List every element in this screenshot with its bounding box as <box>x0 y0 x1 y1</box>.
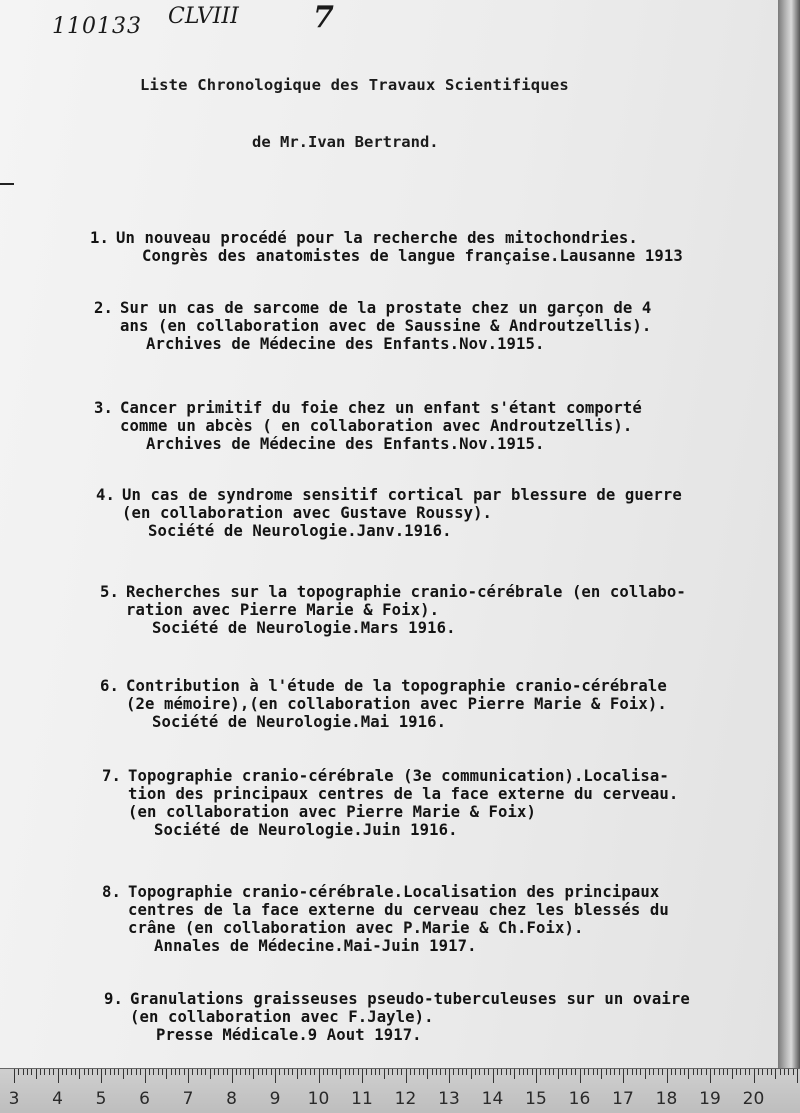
document-title: Liste Chronologique des Travaux Scientifiques <box>140 76 569 94</box>
ruler-tick <box>419 1069 420 1075</box>
publication-entry <box>100 677 667 731</box>
entry-line <box>94 399 642 417</box>
ruler-tick <box>210 1069 211 1079</box>
ruler-tick <box>736 1069 737 1075</box>
entry-line: (en collaboration avec Pierre Marie & Foix) <box>128 803 536 821</box>
ruler-tick <box>301 1069 302 1075</box>
ruler-tick <box>767 1069 768 1075</box>
ruler-tick <box>205 1069 206 1075</box>
ruler-tick <box>619 1069 620 1075</box>
ruler-tick <box>597 1069 598 1075</box>
ruler-tick <box>580 1069 581 1083</box>
ruler-tick <box>249 1069 250 1075</box>
ruler-tick <box>484 1069 485 1075</box>
ruler-tick <box>149 1069 150 1075</box>
ruler-tick <box>110 1069 111 1075</box>
entry-line <box>100 583 686 601</box>
entry-line: comme un abcès ( en collaboration avec Androutzellis). <box>120 417 633 435</box>
ruler-tick <box>105 1069 106 1075</box>
ruler-tick <box>636 1069 637 1075</box>
ruler-tick <box>271 1069 272 1075</box>
ruler-tick <box>362 1069 363 1083</box>
ruler-tick <box>49 1069 50 1075</box>
ruler-tick <box>710 1069 711 1083</box>
ruler-label: 5 <box>95 1089 107 1109</box>
publication-entry <box>100 583 686 637</box>
ruler-tick <box>788 1069 789 1075</box>
entry-line: ration avec Pierre Marie & Foix). <box>126 601 440 619</box>
ruler-tick <box>545 1069 546 1075</box>
ruler-tick <box>436 1069 437 1075</box>
ruler-tick <box>366 1069 367 1075</box>
ruler-tick <box>658 1069 659 1075</box>
ruler-tick <box>540 1069 541 1075</box>
ruler-label: 14 <box>481 1089 504 1109</box>
ruler-tick <box>680 1069 681 1075</box>
ruler-tick <box>632 1069 633 1075</box>
ruler-tick <box>292 1069 293 1075</box>
ruler-tick <box>558 1069 559 1079</box>
entry-line: (en collaboration avec F.Jayle). <box>130 1008 434 1026</box>
ruler-label: 9 <box>269 1089 281 1109</box>
ruler-tick <box>40 1069 41 1075</box>
entry-text: Recherches sur la topographie cranio-cérébrale (en collabo- <box>126 583 686 601</box>
entry-line <box>100 677 667 695</box>
ruler-tick <box>740 1069 741 1075</box>
ruler-tick <box>66 1069 67 1075</box>
ruler-tick <box>253 1069 254 1079</box>
handwritten-page-mark: 7 <box>313 0 334 35</box>
entry-line: Société de Neurologie.Mai 1916. <box>152 713 447 731</box>
ruler-tick <box>162 1069 163 1075</box>
ruler-tick <box>780 1069 781 1075</box>
ruler-tick <box>627 1069 628 1075</box>
entry-line: Société de Neurologie.Janv.1916. <box>148 522 452 540</box>
entry-number: 9. <box>104 990 123 1008</box>
ruler-tick <box>727 1069 728 1075</box>
measuring-ruler <box>0 1068 800 1113</box>
ruler-label: 20 <box>742 1089 765 1109</box>
ruler-tick <box>232 1069 233 1083</box>
ruler-label: 13 <box>438 1089 460 1109</box>
publication-entry <box>102 767 678 839</box>
entry-line: tion des principaux centres de la face externe du cerveau. <box>128 785 679 803</box>
ruler-tick <box>606 1069 607 1075</box>
ruler-tick <box>179 1069 180 1075</box>
ruler-label: 3 <box>8 1089 20 1109</box>
ruler-tick <box>101 1069 102 1083</box>
ruler-tick <box>140 1069 141 1075</box>
ruler-tick <box>314 1069 315 1075</box>
ruler-tick <box>58 1069 59 1083</box>
ruler-tick <box>510 1069 511 1075</box>
ruler-tick <box>62 1069 63 1075</box>
ruler-tick <box>218 1069 219 1075</box>
ruler-tick <box>175 1069 176 1075</box>
entry-line: centres de la face externe du cerveau chez les blessés du <box>128 901 669 919</box>
entry-line: (2e mémoire),(en collaboration avec Pierre Marie & Foix). <box>126 695 667 713</box>
ruler-tick <box>349 1069 350 1075</box>
ruler-tick <box>397 1069 398 1075</box>
entry-line: Archives de Médecine des Enfants.Nov.1915. <box>146 335 545 353</box>
publication-entry <box>94 399 642 453</box>
entry-text: Un nouveau procédé pour la recherche des mitochondries. <box>116 229 638 247</box>
ruler-tick <box>758 1069 759 1075</box>
ruler-tick <box>414 1069 415 1075</box>
ruler-tick <box>319 1069 320 1083</box>
ruler-tick <box>584 1069 585 1075</box>
ruler-tick <box>723 1069 724 1075</box>
ruler-tick <box>479 1069 480 1075</box>
ruler-label: 16 <box>568 1089 591 1109</box>
ruler-label: 7 <box>182 1089 194 1109</box>
ruler-label: 4 <box>52 1089 63 1109</box>
ruler-tick <box>323 1069 324 1075</box>
entry-line: Presse Médicale.9 Aout 1917. <box>156 1026 422 1044</box>
ruler-tick <box>458 1069 459 1075</box>
ruler-tick <box>358 1069 359 1075</box>
ruler-tick <box>384 1069 385 1079</box>
ruler-tick <box>118 1069 119 1075</box>
ruler-tick <box>523 1069 524 1075</box>
ruler-tick <box>379 1069 380 1075</box>
ruler-tick <box>279 1069 280 1075</box>
ruler-tick <box>92 1069 93 1075</box>
entry-line: Société de Neurologie.Mars 1916. <box>152 619 456 637</box>
ruler-label: 18 <box>655 1089 678 1109</box>
ruler-tick <box>488 1069 489 1075</box>
ruler-tick <box>514 1069 515 1079</box>
entry-number: 1. <box>90 229 109 247</box>
ruler-tick <box>749 1069 750 1075</box>
ruler-tick <box>114 1069 115 1075</box>
entry-line <box>94 299 651 317</box>
ruler-tick <box>449 1069 450 1083</box>
ruler-label: 11 <box>351 1089 373 1109</box>
ruler-label: 12 <box>394 1089 417 1109</box>
ruler-tick <box>27 1069 28 1075</box>
entry-line: Annales de Médecine.Mai-Juin 1917. <box>154 937 477 955</box>
ruler-tick <box>336 1069 337 1075</box>
ruler-tick <box>640 1069 641 1075</box>
ruler-tick <box>288 1069 289 1075</box>
ruler-tick <box>158 1069 159 1075</box>
ruler-tick <box>171 1069 172 1075</box>
entry-number: 5. <box>100 583 119 601</box>
entry-text: Topographie cranio-cérébrale.Localisation des principaux <box>128 883 660 901</box>
ruler-tick <box>340 1069 341 1079</box>
ruler-tick <box>706 1069 707 1075</box>
ruler-tick <box>588 1069 589 1075</box>
entry-line <box>102 883 669 901</box>
ruler-tick <box>236 1069 237 1075</box>
entry-number: 6. <box>100 677 119 695</box>
ruler-tick <box>392 1069 393 1075</box>
publication-entry <box>102 883 669 955</box>
ruler-label: 17 <box>612 1089 634 1109</box>
handwritten-archive-number: 110133 <box>52 14 142 39</box>
entry-text: Sur un cas de sarcome de la prostate chez un garçon de 4 <box>120 299 652 317</box>
ruler-tick <box>332 1069 333 1075</box>
ruler-tick <box>445 1069 446 1075</box>
entry-text: Topographie cranio-cérébrale (3e communication).Localisa- <box>128 767 669 785</box>
ruler-tick <box>223 1069 224 1075</box>
ruler-tick <box>793 1069 794 1075</box>
document-subtitle: de Mr.Ivan Bertrand. <box>252 133 439 151</box>
ruler-tick <box>36 1069 37 1079</box>
ruler-tick <box>214 1069 215 1075</box>
ruler-tick <box>166 1069 167 1079</box>
ruler-tick <box>275 1069 276 1083</box>
ruler-tick <box>84 1069 85 1075</box>
ruler-tick <box>44 1069 45 1075</box>
entry-text: Cancer primitif du foie chez un enfant s'étant comporté <box>120 399 642 417</box>
ruler-tick <box>88 1069 89 1075</box>
ruler-tick <box>184 1069 185 1075</box>
ruler-tick <box>153 1069 154 1075</box>
ruler-label: 10 <box>307 1089 330 1109</box>
ruler-tick <box>197 1069 198 1075</box>
ruler-tick <box>667 1069 668 1083</box>
ruler-tick <box>754 1069 755 1083</box>
ruler-tick <box>453 1069 454 1075</box>
ruler-tick <box>31 1069 32 1075</box>
ruler-tick <box>427 1069 428 1079</box>
entry-text: Granulations graisseuses pseudo-tuberculeuses sur un ovaire <box>130 990 690 1008</box>
publication-entry <box>96 486 682 540</box>
ruler-tick <box>775 1069 776 1079</box>
entry-number: 8. <box>102 883 121 901</box>
ruler-tick <box>623 1069 624 1083</box>
ruler-tick <box>371 1069 372 1075</box>
edge-mark <box>0 183 14 185</box>
ruler-tick <box>671 1069 672 1075</box>
ruler-tick <box>562 1069 563 1075</box>
entry-number: 7. <box>102 767 121 785</box>
ruler-tick <box>471 1069 472 1079</box>
entry-line: Société de Neurologie.Juin 1916. <box>154 821 458 839</box>
entry-text: Contribution à l'étude de la topographie cranio-cérébrale <box>126 677 667 695</box>
ruler-tick <box>266 1069 267 1075</box>
ruler-tick <box>601 1069 602 1079</box>
ruler-tick <box>662 1069 663 1075</box>
ruler-label: 19 <box>699 1089 721 1109</box>
ruler-tick <box>566 1069 567 1075</box>
ruler-tick <box>245 1069 246 1075</box>
ruler-tick <box>388 1069 389 1075</box>
ruler-tick <box>701 1069 702 1075</box>
ruler-tick <box>684 1069 685 1075</box>
ruler-tick <box>227 1069 228 1075</box>
ruler-tick <box>192 1069 193 1075</box>
ruler-tick <box>771 1069 772 1075</box>
ruler-tick <box>466 1069 467 1075</box>
ruler-tick <box>353 1069 354 1075</box>
publication-entry <box>90 229 683 265</box>
ruler-tick <box>18 1069 19 1075</box>
ruler-tick <box>745 1069 746 1075</box>
ruler-tick <box>75 1069 76 1075</box>
ruler-tick <box>188 1069 189 1083</box>
ruler-tick <box>71 1069 72 1075</box>
ruler-tick <box>145 1069 146 1083</box>
ruler-tick <box>593 1069 594 1075</box>
page-edge-shadow <box>778 0 800 1068</box>
ruler-tick <box>536 1069 537 1083</box>
ruler-tick <box>440 1069 441 1075</box>
ruler-tick <box>432 1069 433 1075</box>
ruler-tick <box>410 1069 411 1075</box>
ruler-tick <box>527 1069 528 1075</box>
ruler-tick <box>719 1069 720 1075</box>
ruler-tick <box>575 1069 576 1075</box>
ruler-tick <box>14 1069 15 1083</box>
ruler-tick <box>131 1069 132 1075</box>
ruler-tick <box>305 1069 306 1075</box>
publication-entry <box>94 299 651 353</box>
ruler-tick <box>506 1069 507 1075</box>
ruler-tick <box>610 1069 611 1075</box>
ruler-tick <box>497 1069 498 1075</box>
ruler-tick <box>123 1069 124 1079</box>
entry-line <box>96 486 682 504</box>
ruler-tick <box>649 1069 650 1075</box>
ruler-tick <box>258 1069 259 1075</box>
ruler-tick <box>762 1069 763 1075</box>
entry-line: (en collaboration avec Gustave Roussy). <box>122 504 493 522</box>
handwritten-roman-numeral: CLVIII <box>168 4 239 29</box>
entry-line <box>104 990 690 1008</box>
ruler-tick <box>797 1069 798 1083</box>
entry-line: ans (en collaboration avec de Saussine & Androutzellis). <box>120 317 652 335</box>
entry-line <box>90 229 683 247</box>
ruler-tick <box>127 1069 128 1075</box>
ruler-tick <box>79 1069 80 1079</box>
ruler-tick <box>462 1069 463 1075</box>
ruler-tick <box>345 1069 346 1075</box>
ruler-tick <box>97 1069 98 1075</box>
ruler-tick <box>262 1069 263 1075</box>
ruler-tick <box>653 1069 654 1075</box>
ruler-tick <box>53 1069 54 1075</box>
ruler-tick <box>553 1069 554 1075</box>
ruler-tick <box>675 1069 676 1075</box>
ruler-tick <box>136 1069 137 1075</box>
ruler-tick <box>327 1069 328 1075</box>
ruler-tick <box>549 1069 550 1075</box>
ruler-label: 15 <box>525 1089 547 1109</box>
ruler-tick <box>423 1069 424 1075</box>
ruler-tick <box>406 1069 407 1083</box>
entry-number: 4. <box>96 486 115 504</box>
entry-line: Archives de Médecine des Enfants.Nov.1915. <box>146 435 545 453</box>
entry-number: 2. <box>94 299 113 317</box>
entry-text: Un cas de syndrome sensitif cortical par blessure de guerre <box>122 486 682 504</box>
ruler-tick <box>784 1069 785 1075</box>
ruler-tick <box>532 1069 533 1075</box>
ruler-tick <box>475 1069 476 1075</box>
ruler-tick <box>693 1069 694 1075</box>
entry-line: crâne (en collaboration avec P.Marie & Ch.Foix). <box>128 919 584 937</box>
ruler-tick <box>284 1069 285 1075</box>
entry-line <box>102 767 678 785</box>
ruler-tick <box>297 1069 298 1079</box>
publication-entry <box>104 990 690 1044</box>
ruler-tick <box>201 1069 202 1075</box>
ruler-tick <box>23 1069 24 1075</box>
ruler-label: 6 <box>139 1089 150 1109</box>
ruler-tick <box>401 1069 402 1075</box>
ruler-tick <box>493 1069 494 1083</box>
ruler-tick <box>732 1069 733 1079</box>
ruler-tick <box>697 1069 698 1075</box>
entry-number: 3. <box>94 399 113 417</box>
ruler-tick <box>614 1069 615 1075</box>
ruler-tick <box>501 1069 502 1075</box>
ruler-tick <box>714 1069 715 1075</box>
ruler-label: 8 <box>226 1089 237 1109</box>
ruler-tick <box>375 1069 376 1075</box>
ruler-tick <box>240 1069 241 1075</box>
ruler-tick <box>645 1069 646 1079</box>
ruler-tick <box>519 1069 520 1075</box>
entry-line: Congrès des anatomistes de langue française.Lausanne 1913 <box>142 247 683 265</box>
ruler-tick <box>571 1069 572 1075</box>
ruler-tick <box>688 1069 689 1079</box>
ruler-tick <box>310 1069 311 1075</box>
